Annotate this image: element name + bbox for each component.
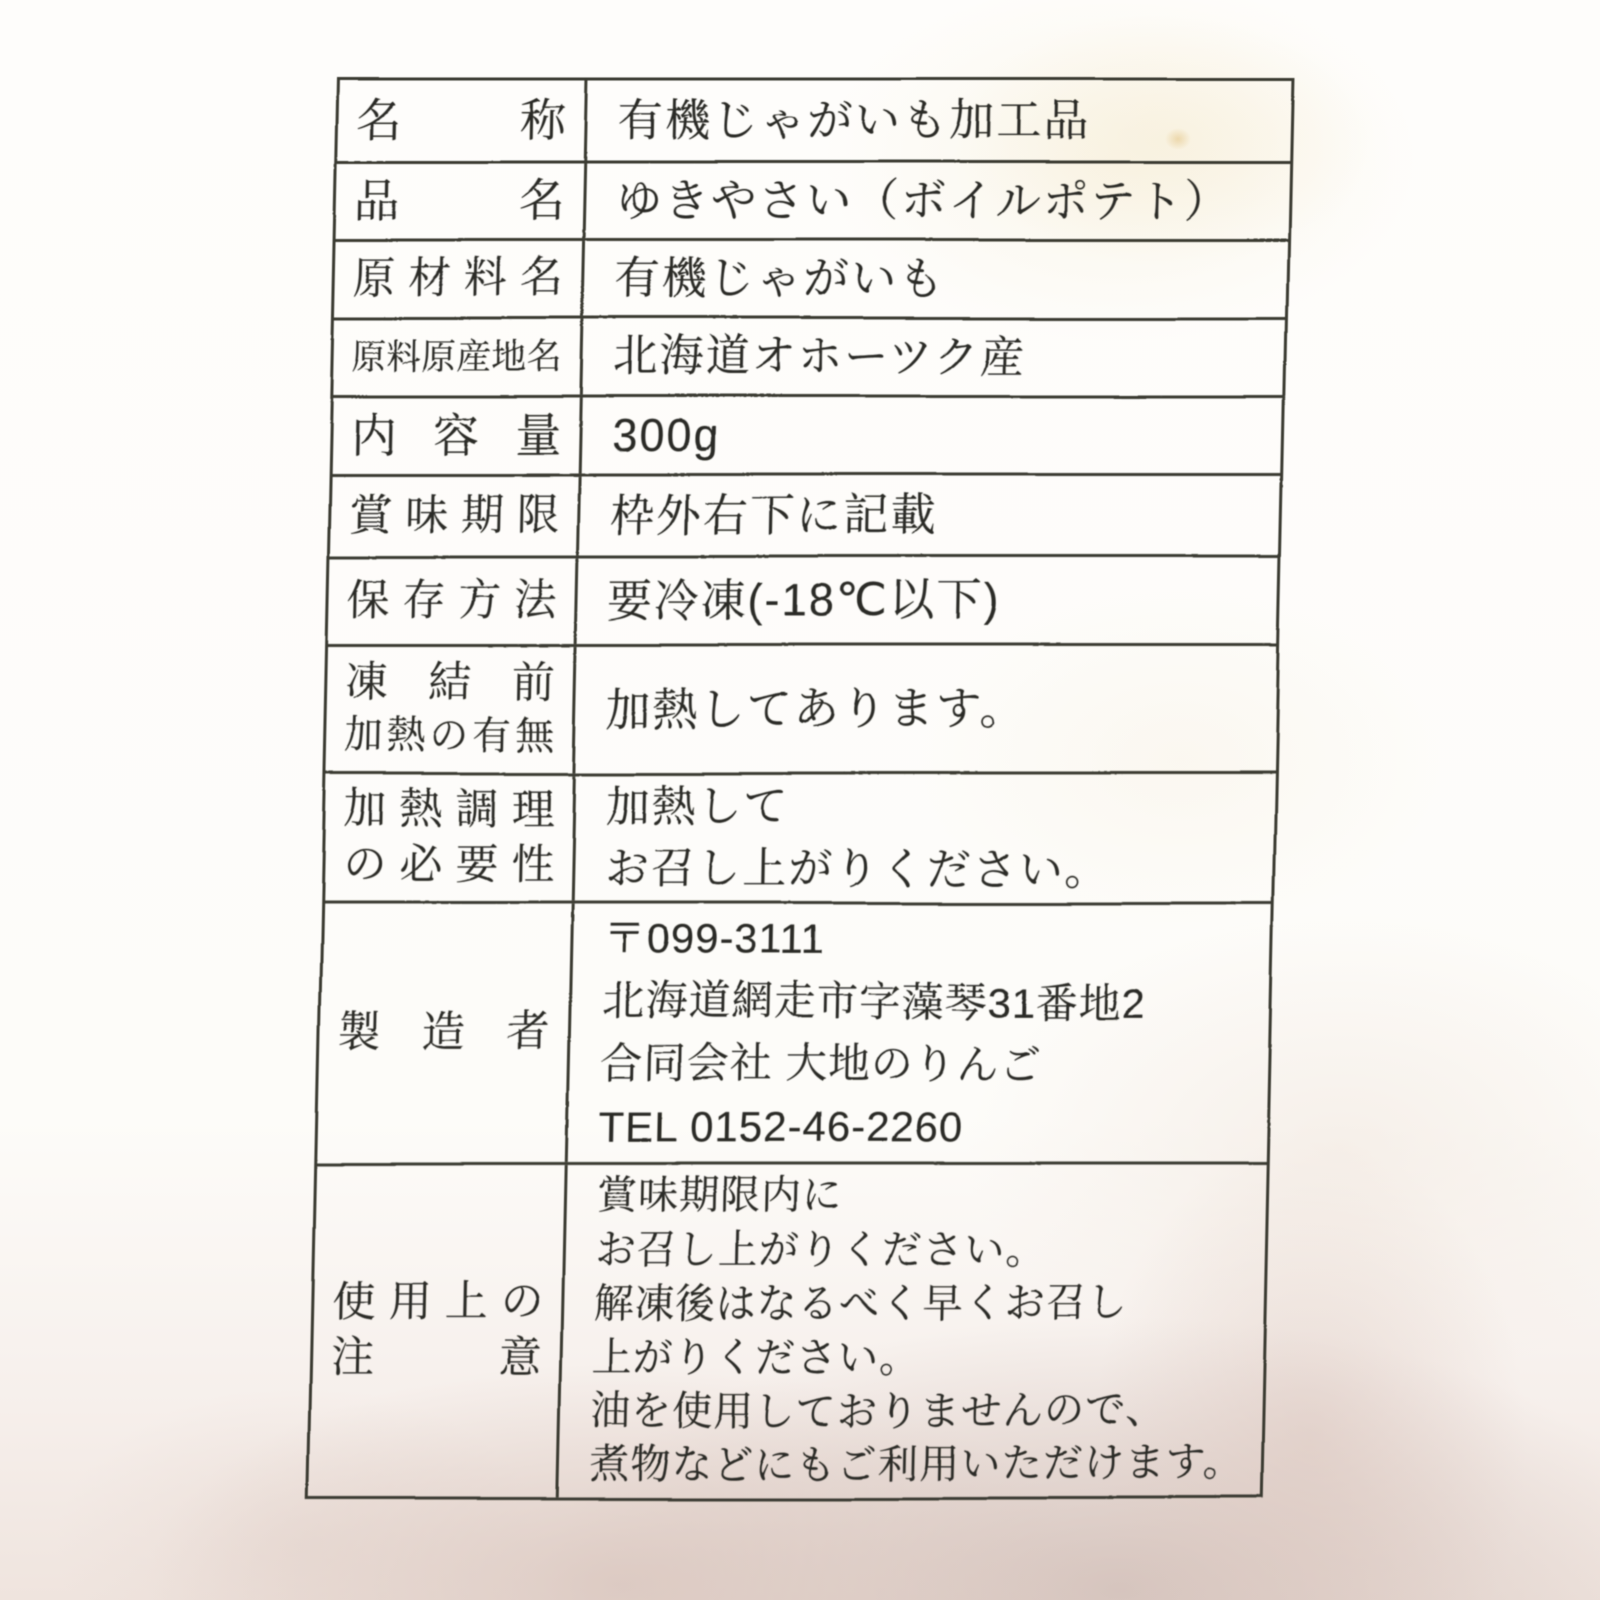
field-value-line: 合同会社 大地のりんご [598,1041,1043,1089]
field-label: 名称 [356,93,569,146]
table-row-product-name [337,164,1289,242]
field-label: 加熱調理 [342,784,555,833]
field-value-cell [575,646,1278,771]
field-value-line: 〒099-3111 [601,915,825,963]
field-label-cell [333,320,585,395]
table-row-net-weight [332,398,1284,476]
field-label: 加熱の有無 [343,713,556,757]
field-label: 原材料名 [353,254,566,303]
table-row-usage-precautions [310,1166,1267,1496]
field-label-cell [325,646,578,771]
field-label: 保存方法 [346,575,559,624]
field-value-line: 賞味期限内に [596,1175,843,1220]
field-label-cell [310,1166,567,1496]
field-label: 使用上の [331,1278,544,1327]
field-label: 賞味期限 [348,490,561,539]
field-value-line: 煮物などにもご利用いただけます。 [590,1441,1245,1486]
field-value-cell [583,320,1285,395]
field-value-line: 有機じゃがいも加工品 [618,95,1090,146]
field-value-line: 油を使用しておりませんので、 [591,1388,1166,1433]
field-value-cell [573,774,1276,901]
field-label: 注意 [330,1334,543,1382]
field-label-cell [330,476,582,555]
table-row-heated-before-freezing [325,646,1278,774]
field-label: 品名 [354,174,567,227]
table-row-storage [328,558,1280,646]
table-row-name [338,80,1290,164]
field-label-cell [317,904,572,1163]
field-value-line: 要冷凍(-18℃以下) [608,575,1003,626]
field-label: の必要性 [341,840,554,889]
table-row-ingredients [335,242,1287,320]
field-label: 凍結前 [344,658,557,707]
field-value-cell [560,1166,1274,1496]
field-value-line: 上がりください。 [592,1335,922,1379]
field-value-line: お召し上がりください。 [602,843,1110,893]
field-value-cell [567,904,1272,1163]
field-value-line: 300g [611,410,722,461]
field-value-line: 枠外右下に記載 [610,490,941,541]
field-value-cell [580,476,1282,555]
table-row-best-before [330,476,1282,558]
table-row-manufacturer [317,904,1272,1166]
field-value-line: お召し上がりください。 [594,1228,1047,1273]
field-value-cell [588,80,1290,161]
field-label: 原料原産地名 [351,337,564,377]
field-label-cell [335,242,587,317]
field-value-cell [587,164,1289,239]
field-label: 製造者 [337,1008,550,1057]
table-row-cooking-required [323,774,1276,904]
field-value-line: 加熱してあります。 [606,683,1027,734]
field-label-cell [323,774,576,901]
field-value-cell [585,242,1287,317]
field-value-line: ゆきやさい（ボイルポテト） [616,176,1229,227]
field-value-line: 解凍後はなるべく早くお召し [593,1281,1128,1326]
field-label-cell [332,398,584,473]
field-value-line: 有機じゃがいも [615,254,946,305]
field-value-cell [582,398,1284,473]
field-value-line: 北海道網走市字藻琴31番地2 [600,978,1148,1026]
field-label: 内容量 [349,408,563,461]
ingredient-spec-table [307,77,1293,1499]
field-label-cell [338,80,590,161]
table-row-origin [333,320,1285,398]
field-value-line: 北海道オホーツク産 [613,332,1027,382]
field-label-cell [328,558,580,643]
field-value-line: 加熱して [604,781,790,831]
field-value-line: TEL 0152-46-2260 [597,1104,964,1152]
field-label-cell [337,164,589,239]
field-value-cell [578,558,1280,643]
